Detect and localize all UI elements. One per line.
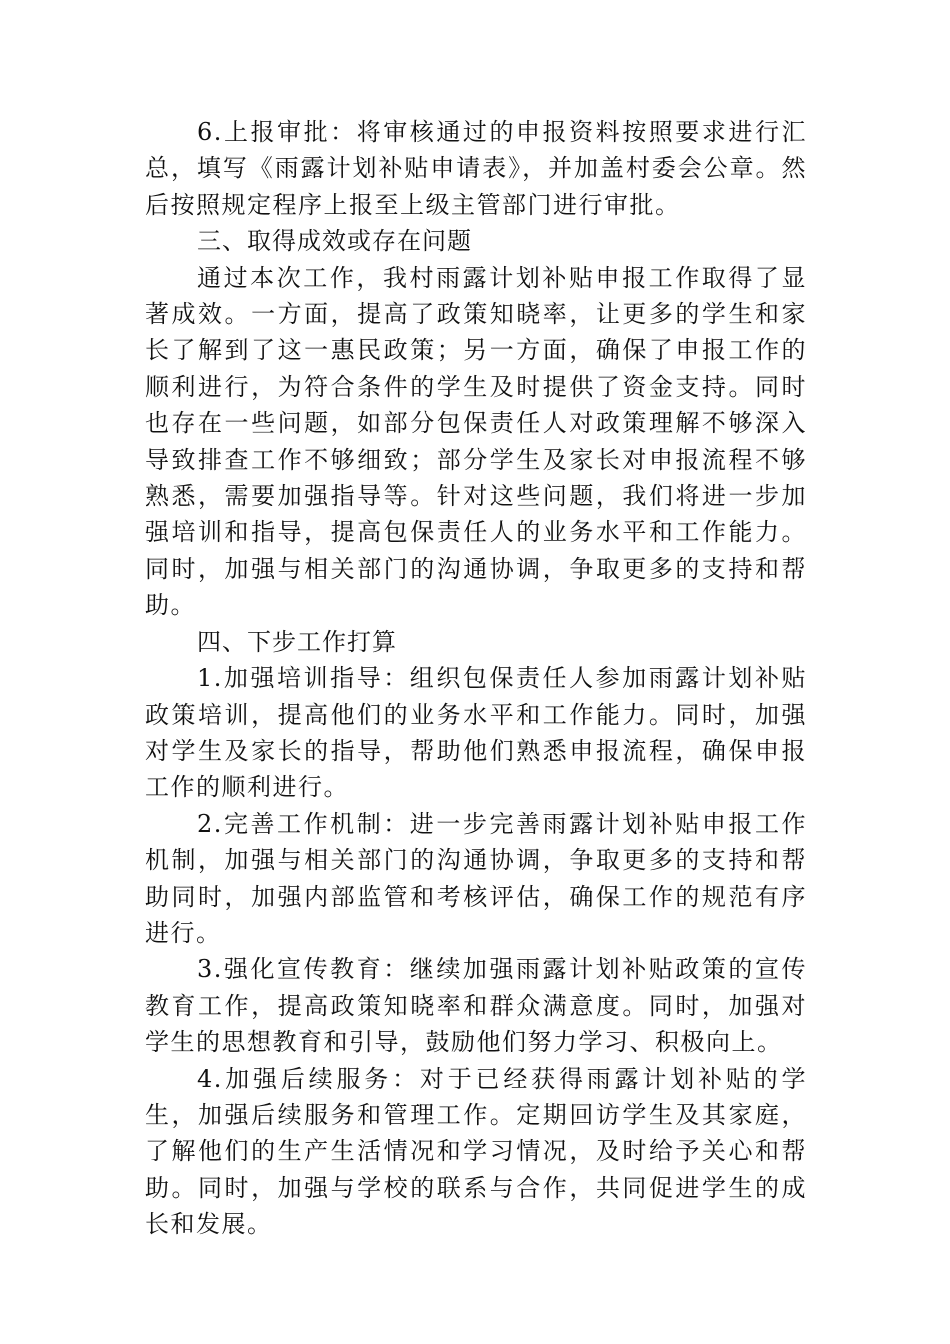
- section-heading-results-issues: 三、取得成效或存在问题: [197, 227, 472, 256]
- paragraph-training-guidance: 1.加强培训指导：组织包保责任人参加雨露计划补贴政策培训，提高他们的业务水平和工作能力。同时，加强对学生及家长的指导，帮助他们熟悉申报流程，确保申报工作的顺利进行。: [145, 664, 807, 802]
- paragraph-work-mechanism: 2.完善工作机制：进一步完善雨露计划补贴申报工作机制，加强与相关部门的沟通协调，争取更多的支持和帮助同时，加强内部监管和考核评估，确保工作的规范有序进行。: [145, 809, 807, 947]
- paragraph-report-approval: 6.上报审批：将审核通过的申报资料按照要求进行汇总，填写《雨露计划补贴申请表》，并加盖村委会公章。然后按照规定程序上报至上级主管部门进行审批。: [145, 118, 807, 219]
- paragraph-results-issues: 通过本次工作，我村雨露计划补贴申报工作取得了显著成效。一方面，提高了政策知晓率，让更多的学生和家长了解到了这一惠民政策；另一方面，确保了申报工作的顺利进行，为符合条件的学生及时提供了资金支持。同时也存在一些问题，如部分包保责任人对政策理解不够深入导致排查工作不够细致；部分学生及家长对申报流程不够熟悉，需要加强指导等。针对这些问题，我们将进一步加强培训和指导，提高包保责任人的业务水平和工作能力。同时，加强与相关部门的沟通协调，争取更多的支持和帮助。: [145, 263, 807, 620]
- section-heading-next-steps: 四、下步工作打算: [197, 627, 397, 656]
- paragraph-follow-up-service: 4.加强后续服务：对于已经获得雨露计划补贴的学生，加强后续服务和管理工作。定期回访学生及其家庭，了解他们的生产生活情况和学习情况，及时给予关心和帮助。同时，加强与学校的联系与合作，共同促进学生的成长和发展。: [145, 1064, 807, 1239]
- paragraph-publicity-education: 3.强化宣传教育：继续加强雨露计划补贴政策的宣传教育工作，提高政策知晓率和群众满意度。同时，加强对学生的思想教育和引导，鼓励他们努力学习、积极向上。: [145, 955, 807, 1057]
- document-page: [145, 114, 807, 1243]
